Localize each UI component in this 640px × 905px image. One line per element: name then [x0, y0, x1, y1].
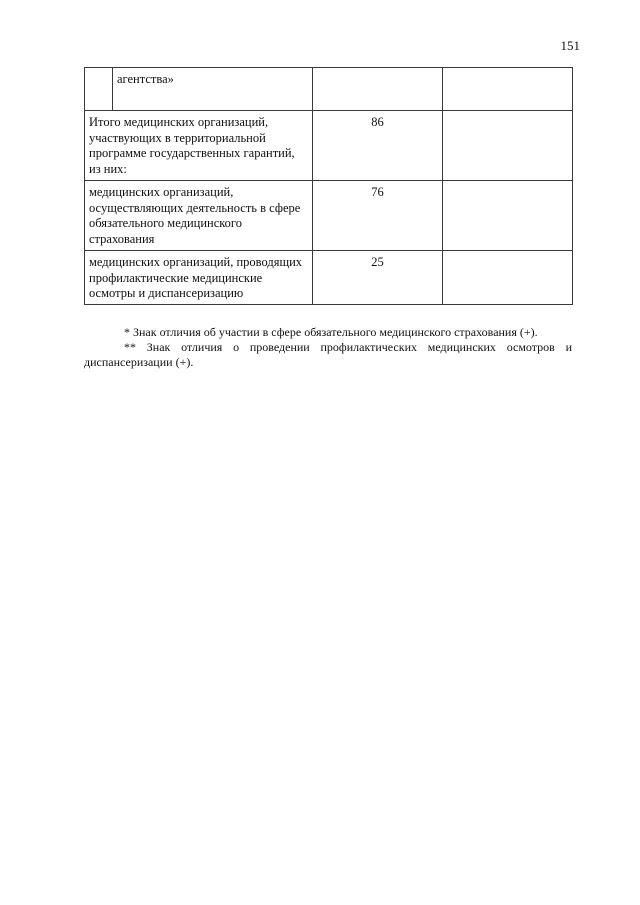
- table-row: [85, 111, 573, 181]
- table-cell-value: 25: [313, 251, 443, 305]
- table-row: [85, 181, 573, 251]
- table-cell-value: [313, 68, 443, 111]
- table-row: [85, 251, 573, 305]
- page-number: 151: [560, 38, 580, 53]
- footnote-prophylaxis: ** Знак отличия о проведении профилактических медицинских осмотров и: [124, 340, 572, 354]
- table-cell-label: агентства»: [113, 68, 313, 111]
- footnotes: [84, 325, 572, 370]
- table-cell-index: [85, 68, 113, 111]
- table-cell-extra: [443, 68, 573, 111]
- table-cell-label: Итого медицинских организаций, участвующих в территориальной программе государственных гарантий, из них:: [85, 111, 313, 181]
- table-cell-label: медицинских организаций, проводящих профилактические медицинские осмотры и диспансеризацию: [85, 251, 313, 305]
- footnote-oms: * Знак отличия об участии в сфере обязательного медицинского страхования (+).: [124, 325, 538, 339]
- footnote-prophylaxis-continuation: диспансеризации (+).: [84, 355, 194, 369]
- table-cell-value: 76: [313, 181, 443, 251]
- table-row: [85, 68, 573, 111]
- table-cell-extra: [443, 111, 573, 181]
- table-cell-value: 86: [313, 111, 443, 181]
- organizations-table: [84, 67, 573, 305]
- table-cell-label: медицинских организаций, осуществляющих деятельность в сфере обязательного медицинского страхования: [85, 181, 313, 251]
- table-cell-extra: [443, 251, 573, 305]
- table-cell-extra: [443, 181, 573, 251]
